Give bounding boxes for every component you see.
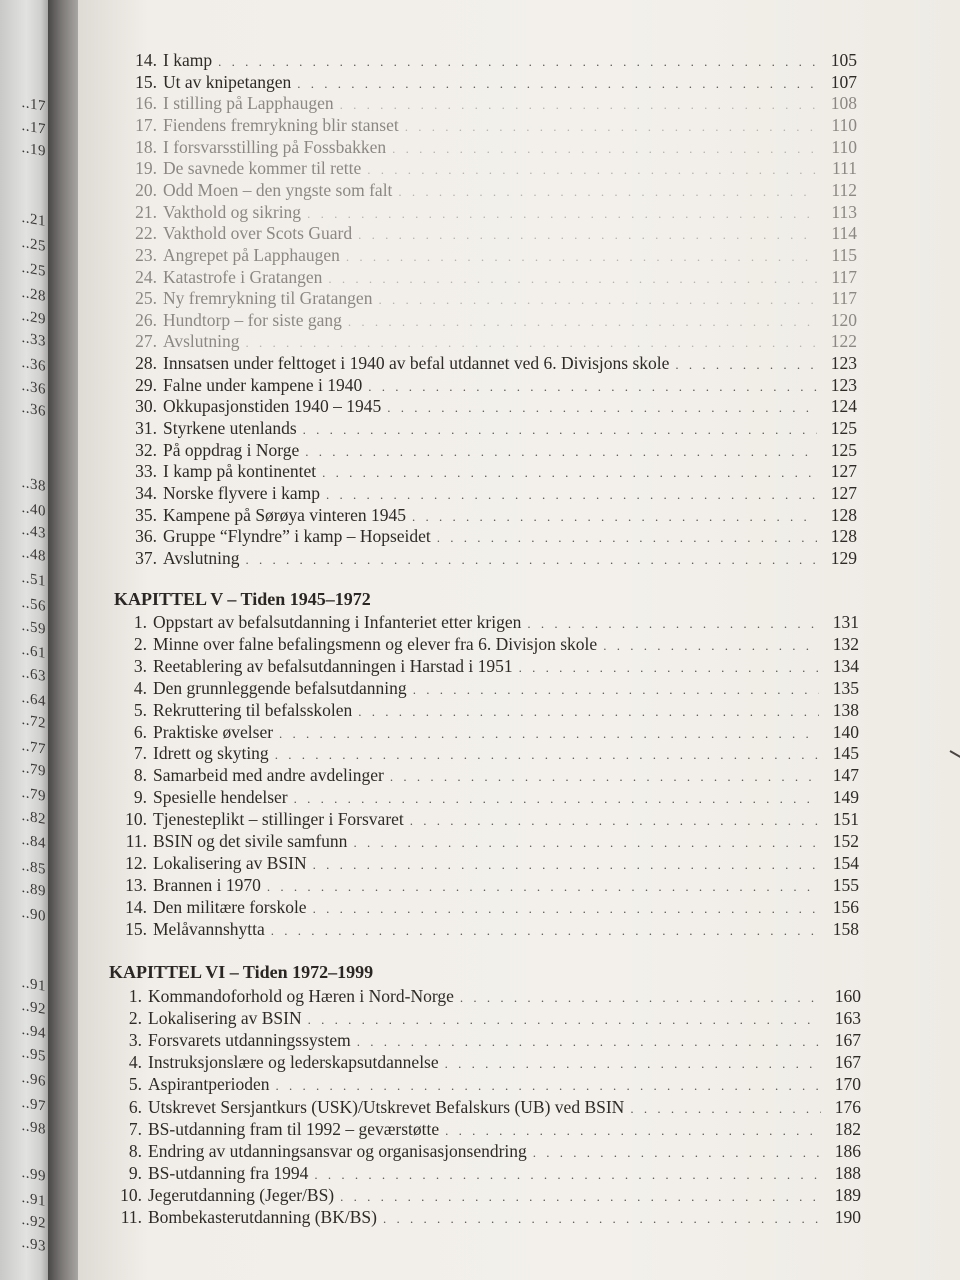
toc-entry-title: Bombekasterutdanning (BK/BS): [148, 1207, 377, 1227]
toc-entry-title: På oppdrag i Norge: [163, 439, 300, 460]
toc-dot-leader: [383, 1208, 821, 1230]
toc-entry-title: I kamp på kontinentet: [163, 461, 317, 482]
toc-entry: [84, 114, 857, 136]
left-page-number-fragment: ..17: [21, 117, 46, 139]
toc-entry-page: 170: [834, 1074, 861, 1095]
toc-entry-page: 167: [834, 1052, 861, 1073]
toc-entry-page: 138: [832, 699, 859, 720]
toc-dot-leader: [267, 876, 819, 898]
toc-entry-number: 32.: [135, 439, 157, 460]
toc-entry-number: 35.: [135, 504, 157, 525]
toc-dot-leader: [357, 1031, 821, 1053]
toc-entry: [84, 201, 857, 223]
toc-entry-title: Okkupasjonstiden 1940 – 1945: [163, 396, 382, 417]
left-page-number-fragment: ..91: [21, 974, 46, 996]
left-page-number-fragment: ..48: [21, 544, 46, 566]
toc-entry: [84, 309, 857, 331]
toc-entry-number: 4.: [133, 677, 147, 698]
toc-entry: [84, 287, 857, 309]
toc-dot-leader: [533, 1142, 821, 1164]
toc-entry: [84, 852, 859, 874]
toc-entry-title: Aspirantperioden: [148, 1074, 270, 1095]
left-page-number-fragment: ..28: [21, 284, 46, 306]
toc-entry-number: 3.: [128, 1030, 142, 1051]
toc-entry-title: Odd Moen – den yngste som falt: [163, 179, 393, 200]
left-page-number-fragment: ..98: [21, 1117, 46, 1139]
toc-entry: [84, 764, 859, 786]
toc-entry-number: 16.: [135, 93, 157, 114]
toc-entry-number: 31.: [135, 418, 157, 439]
toc-dot-leader: [246, 549, 818, 571]
toc-entry-title: I forsvarsstilling på Fossbakken: [163, 136, 387, 157]
toc-entry-number: 1.: [133, 612, 147, 632]
toc-entry-page: 107: [830, 71, 857, 92]
toc-entry: [84, 244, 857, 266]
toc-entry: [84, 721, 859, 743]
toc-entry: [84, 918, 859, 940]
left-page-number-fragment: ..19: [21, 139, 46, 161]
left-page-number-fragment: ..25: [21, 234, 46, 256]
toc-dot-leader: [519, 657, 819, 679]
toc-entry: [84, 1029, 861, 1051]
toc-entry: [84, 830, 859, 852]
toc-entry-number: 8.: [133, 765, 147, 786]
toc-entry: [84, 525, 857, 547]
toc-entry: [84, 1073, 861, 1095]
left-page-number-fragment: ..82: [21, 807, 46, 829]
toc-entry-title: Praktiske øvelser: [153, 721, 274, 742]
toc-entry-number: 11.: [120, 1207, 142, 1227]
toc-dot-leader: [358, 701, 819, 723]
toc-entry-number: 33.: [135, 461, 157, 482]
left-page-number-fragment: ..77: [21, 737, 46, 759]
left-page-number-fragment: ..92: [21, 1211, 46, 1233]
toc-entry-title: Melåvannshytta: [153, 918, 265, 939]
toc-dot-leader: [410, 810, 819, 832]
toc-entry: [84, 985, 861, 1007]
toc-entry-page: 160: [834, 986, 861, 1006]
toc-entry-title: Lokalisering av BSIN: [153, 852, 307, 873]
left-page-number-fragment: ..89: [21, 879, 46, 901]
toc-entry-number: 10.: [120, 1184, 142, 1205]
toc-entry-number: 7.: [133, 743, 147, 764]
toc-entry-number: 37.: [135, 547, 157, 568]
toc-entry-page: 176: [834, 1096, 861, 1117]
left-page-number-fragment: ..36: [21, 399, 46, 421]
toc-entry: [84, 222, 857, 244]
toc-entry-number: 30.: [135, 396, 157, 417]
toc-entry-number: 18.: [135, 136, 157, 157]
toc-entry-number: 2.: [133, 633, 147, 654]
toc-entry-page: 188: [834, 1162, 861, 1183]
toc-entry: [84, 374, 857, 396]
toc-entry-page: 155: [832, 874, 859, 895]
toc-entry: [84, 395, 857, 417]
left-page-number-fragment: ..43: [21, 521, 46, 543]
toc-entry: [84, 547, 857, 569]
left-page-number-fragment: ..92: [21, 997, 46, 1019]
toc-entry-page: 124: [830, 396, 857, 417]
toc-dot-leader: [276, 1075, 822, 1097]
toc-entry-page: 189: [834, 1184, 861, 1205]
left-page-number-fragment: ..17: [21, 94, 46, 116]
toc-dot-leader: [353, 832, 819, 854]
toc-entry-page: 127: [830, 483, 857, 503]
toc-entry: [84, 874, 859, 896]
toc-entry-title: Idrett og skyting: [153, 743, 269, 764]
toc-dot-leader: [313, 854, 819, 876]
toc-dot-leader: [390, 766, 819, 788]
toc-entry-number: 5.: [128, 1074, 142, 1095]
left-page-number-fragment: ..25: [21, 259, 46, 281]
toc-dot-leader: [340, 1186, 821, 1208]
toc-entry-title: Katastrofe i Gratangen: [163, 266, 323, 287]
toc-entry-page: 158: [832, 918, 859, 939]
left-page-number-fragment: ..72: [21, 711, 46, 733]
toc-entry: [84, 352, 857, 374]
toc-entry: [84, 808, 859, 830]
toc-entry-title: Utskrevet Sersjantkurs (USK)/Utskrevet Befalskurs (UB) ved BSIN: [148, 1096, 625, 1117]
toc-entry: [84, 611, 859, 633]
toc-entry-page: 156: [832, 896, 859, 917]
toc-entry-number: 10.: [125, 809, 147, 830]
toc-entry: [84, 1140, 861, 1162]
toc-entry: [84, 1007, 861, 1029]
toc-entry: [84, 699, 859, 721]
left-page-number-fragment: ..99: [21, 1164, 46, 1186]
toc-entry-number: 20.: [135, 179, 157, 200]
toc-entry: [84, 330, 857, 352]
toc-entry-page: 154: [832, 852, 859, 873]
left-page-number-fragment: ..91: [21, 1189, 46, 1211]
toc-entry-page: 108: [830, 93, 857, 114]
toc-entry: [84, 1096, 861, 1118]
left-page-number-fragment: ..59: [21, 617, 46, 639]
toc-entry: [84, 157, 857, 179]
toc-entry-page: 123: [830, 374, 857, 395]
toc-page: [78, 0, 960, 1280]
toc-entry-number: 13.: [125, 874, 147, 895]
toc-entry-title: Kommandoforhold og Hæren i Nord-Norge: [148, 986, 454, 1006]
left-page-number-fragment: ..96: [21, 1069, 46, 1091]
toc-entry-page: 147: [832, 765, 859, 786]
toc-entry: [84, 439, 857, 461]
toc-entry-number: 26.: [135, 309, 157, 330]
toc-entry-page: 125: [830, 439, 857, 460]
toc-entry-number: 36.: [135, 526, 157, 547]
toc-entry-number: 9.: [128, 1162, 142, 1183]
toc-dot-leader: [445, 1120, 821, 1142]
toc-entry-title: I kamp: [163, 50, 213, 70]
toc-entry-title: Reetablering av befalsutdanningen i Harstad i 1951: [153, 655, 513, 676]
toc-entry: [84, 677, 859, 699]
toc-dot-leader: [603, 635, 819, 657]
toc-entry: [84, 742, 859, 764]
left-page-number-fragment: ..40: [21, 499, 46, 521]
toc-entry-number: 23.: [135, 244, 157, 265]
left-page-edge: [0, 0, 48, 1280]
toc-entry-page: 152: [832, 831, 859, 851]
toc-entry-page: 115: [831, 244, 857, 265]
toc-entry-page: 132: [832, 633, 859, 654]
toc-entry-page: 149: [832, 787, 859, 808]
toc-entry-page: 128: [830, 504, 857, 525]
toc-entry-number: 7.: [128, 1118, 142, 1139]
toc-entry: [84, 633, 859, 655]
toc-entry-page: 123: [830, 353, 857, 374]
left-page-number-fragment: ..94: [21, 1021, 46, 1043]
left-page-number-fragment: ..79: [21, 759, 46, 781]
chapter-heading: KAPITTEL VI – Tiden 1972–1999: [109, 962, 374, 982]
left-page-number-fragment: ..64: [21, 689, 46, 711]
pen-mark: [950, 750, 960, 772]
toc-entry: [84, 417, 857, 439]
toc-entry: [84, 1206, 861, 1228]
toc-dot-leader: [630, 1098, 821, 1120]
toc-entry-title: Jegerutdanning (Jeger/BS): [148, 1184, 335, 1205]
toc-entry-number: 6.: [128, 1096, 142, 1117]
toc-entry-page: 145: [832, 743, 859, 764]
toc-entry-title: De savnede kommer til rette: [163, 158, 362, 179]
toc-dot-leader: [413, 679, 819, 701]
toc-entry-title: BS-utdanning fram til 1992 – geværstøtte: [148, 1118, 440, 1139]
left-page-number-fragment: ..51: [21, 569, 46, 591]
toc-entry-title: Ny fremrykning til Gratangen: [163, 288, 373, 309]
toc-entry: [84, 1051, 861, 1073]
toc-entry-number: 11.: [125, 831, 147, 851]
toc-dot-leader: [294, 788, 819, 810]
toc-entry-title: Kampene på Sørøya vinteren 1945: [163, 504, 406, 525]
left-page-number-fragment: ..95: [21, 1044, 46, 1066]
left-page-number-fragment: ..33: [21, 329, 46, 351]
chapter-heading: KAPITTEL V – Tiden 1945–1972: [114, 589, 371, 609]
toc-entry-page: 122: [830, 331, 857, 352]
toc-entry-title: Ut av knipetangen: [163, 71, 292, 92]
toc-dot-leader: [527, 613, 819, 635]
toc-entry-page: 125: [830, 418, 857, 439]
toc-entry-title: BSIN og det sivile samfunn: [153, 831, 348, 851]
toc-entry-title: I stilling på Lapphaugen: [163, 93, 334, 114]
toc-entry-title: Den grunnleggende befalsutdanning: [153, 677, 407, 698]
toc-entry: [84, 92, 857, 114]
toc-entry-page: 105: [830, 50, 857, 70]
toc-entry-page: 110: [831, 114, 857, 135]
toc-entry: [84, 136, 857, 158]
toc-entry-title: Endring av utdanningsansvar og organisasjonsendring: [148, 1140, 527, 1161]
toc-entry-number: 17.: [135, 114, 157, 135]
toc-entry-page: 112: [831, 179, 857, 200]
toc-entry-title: Vakthold over Scots Guard: [163, 223, 353, 244]
toc-entry-page: 182: [834, 1118, 861, 1139]
toc-entry-title: Gruppe “Flyndre” i kamp – Hopseidet: [163, 526, 431, 547]
toc-entry-page: 127: [830, 461, 857, 482]
toc-entry: [84, 71, 857, 93]
toc-entry: [84, 1162, 861, 1184]
left-page-number-fragment: ..90: [21, 904, 46, 926]
toc-entry-title: Minne over falne befalingsmenn og elever fra 6. Divisjon skole: [153, 633, 598, 654]
toc-dot-leader: [313, 898, 819, 920]
toc-entry: [84, 49, 857, 71]
toc-entry-title: Forsvarets utdanningssystem: [148, 1030, 351, 1051]
toc-entry-number: 24.: [135, 266, 157, 287]
toc-dot-leader: [308, 1009, 821, 1031]
toc-dot-leader: [445, 1053, 821, 1075]
toc-entry-number: 25.: [135, 288, 157, 309]
toc-entry-title: Avslutning: [163, 331, 240, 352]
toc-entry-title: Oppstart av befalsutdanning i Infanteriet etter krigen: [153, 612, 522, 632]
left-page-number-fragment: ..36: [21, 377, 46, 399]
toc-entry-title: Avslutning: [163, 547, 240, 568]
toc-entry: [84, 896, 859, 918]
toc-dot-leader: [460, 987, 821, 1009]
toc-entry-title: Fiendens fremrykning blir stanset: [163, 114, 399, 135]
toc-entry-page: 110: [831, 136, 857, 157]
toc-entry-title: Lokalisering av BSIN: [148, 1008, 302, 1029]
left-page-number-fragment: ..38: [21, 474, 46, 496]
toc-entry: [84, 266, 857, 288]
toc-entry-title: Angrepet på Lapphaugen: [163, 244, 340, 265]
toc-entry-page: 114: [831, 223, 857, 244]
toc-entry-title: Spesielle hendelser: [153, 787, 288, 808]
toc-entry-title: Instruksjonslære og lederskapsutdannelse: [148, 1052, 439, 1073]
toc-entry-number: 21.: [135, 201, 157, 222]
toc-entry-number: 12.: [125, 852, 147, 873]
toc-entry-title: Innsatsen under felttoget i 1940 av befal utdannet ved 6. Divisjons skole: [163, 353, 670, 374]
toc-entry-page: 129: [830, 547, 857, 568]
toc-entry-page: 190: [834, 1207, 861, 1227]
toc-entry-page: 186: [834, 1140, 861, 1161]
toc-entry-number: 15.: [125, 918, 147, 939]
left-page-number-fragment: ..97: [21, 1094, 46, 1116]
toc-entry-number: 4.: [128, 1052, 142, 1073]
toc-entry: [84, 460, 857, 482]
toc-entry-page: 135: [832, 677, 859, 698]
toc-entry-title: Rekruttering til befalsskolen: [153, 699, 353, 720]
toc-entry-number: 22.: [135, 223, 157, 244]
toc-dot-leader: [314, 1164, 821, 1186]
toc-entry-number: 2.: [128, 1008, 142, 1029]
toc-entry: [84, 504, 857, 526]
left-page-number-fragment: ..79: [21, 784, 46, 806]
book-gutter: [48, 0, 82, 1280]
toc-entry-number: 34.: [135, 483, 157, 503]
toc-entry-number: 5.: [133, 699, 147, 720]
toc-dot-leader: [271, 920, 819, 942]
toc-dot-leader: [275, 744, 819, 766]
toc-entry-title: Hundtorp – for siste gang: [163, 309, 342, 330]
toc-entry-number: 29.: [135, 374, 157, 395]
left-page-number-fragment: ..61: [21, 641, 46, 663]
toc-entry-number: 14.: [135, 50, 157, 70]
left-page-number-fragment: ..29: [21, 307, 46, 329]
left-page-number-fragment: ..85: [21, 857, 46, 879]
toc-entry-title: BS-utdanning fra 1994: [148, 1162, 309, 1183]
toc-entry: [84, 786, 859, 808]
toc-entry-number: 28.: [135, 353, 157, 374]
toc-entry-title: Styrkene utenlands: [163, 418, 297, 439]
toc-entry-page: 128: [830, 526, 857, 547]
toc-entry-number: 19.: [135, 158, 157, 179]
toc-dot-leader: [279, 723, 819, 745]
toc-entry-title: Tjenesteplikt – stillinger i Forsvaret: [153, 809, 404, 830]
toc-entry: [84, 179, 857, 201]
left-page-number-fragment: ..84: [21, 831, 46, 853]
left-page-number-fragment: ..63: [21, 664, 46, 686]
toc-entry-page: 134: [832, 655, 859, 676]
toc-entry-page: 111: [832, 158, 857, 179]
toc-entry-title: Falne under kampene i 1940: [163, 374, 363, 395]
toc-entry: [84, 1184, 861, 1206]
toc-entry-title: Norske flyvere i kamp: [163, 483, 320, 503]
toc-entry: [84, 655, 859, 677]
toc-entry-title: Vakthold og sikring: [163, 201, 302, 222]
toc-entry-page: 163: [834, 1008, 861, 1029]
left-page-number-fragment: ..93: [21, 1234, 46, 1256]
toc-entry-title: Brannen i 1970: [153, 874, 261, 895]
toc-entry-number: 27.: [135, 331, 157, 352]
left-page-number-fragment: ..56: [21, 594, 46, 616]
toc-entry-number: 8.: [128, 1140, 142, 1161]
toc-entry-page: 113: [831, 201, 857, 222]
toc-entry: [84, 1118, 861, 1140]
toc-entry-page: 167: [834, 1030, 861, 1051]
left-page-number-fragment: ..21: [21, 209, 46, 231]
toc-entry-page: 140: [832, 721, 859, 742]
toc-entry-number: 9.: [133, 787, 147, 808]
toc-entry-page: 120: [830, 309, 857, 330]
toc-entry-number: 14.: [125, 896, 147, 917]
toc-entry-number: 3.: [133, 655, 147, 676]
left-page-number-fragment: ..36: [21, 354, 46, 376]
toc-entry-number: 15.: [135, 71, 157, 92]
toc-entry: [84, 482, 857, 504]
toc-entry-page: 117: [831, 288, 857, 309]
toc-entry-page: 117: [831, 266, 857, 287]
toc-entry-title: Den militære forskole: [153, 896, 307, 917]
toc-entry-number: 6.: [133, 721, 147, 742]
toc-entry-title: Samarbeid med andre avdelinger: [153, 765, 384, 786]
toc-entry-number: 1.: [128, 986, 142, 1006]
toc-entry-page: 151: [832, 809, 859, 830]
toc-entry-page: 131: [832, 612, 859, 632]
